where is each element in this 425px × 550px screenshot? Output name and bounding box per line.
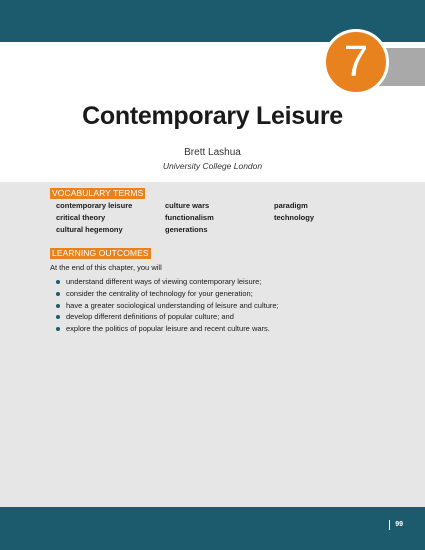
outcome-text: have a greater sociological understanding of leisure and culture;	[66, 300, 279, 310]
list-item	[56, 300, 279, 312]
vocab-term: contemporary leisure	[56, 201, 133, 210]
vocab-term: generations	[165, 225, 208, 234]
list-item	[56, 276, 279, 288]
vocab-term: paradigm	[274, 201, 308, 210]
list-item	[56, 323, 279, 335]
list-item	[56, 288, 279, 300]
page-number: 99	[395, 521, 403, 528]
vocab-term: cultural hegemony	[56, 225, 123, 234]
bullet-icon	[56, 280, 60, 284]
vocabulary-terms-heading: VOCABULARY TERMS	[52, 188, 144, 198]
vocab-term: critical theory	[56, 213, 106, 222]
bullet-icon	[56, 292, 60, 296]
outcome-text: explore the politics of popular leisure and recent culture wars.	[66, 324, 270, 334]
bullet-icon	[56, 327, 60, 331]
vocab-term: culture wars	[165, 201, 210, 210]
bullet-icon	[56, 304, 60, 308]
outcome-text: develop different definitions of popular culture; and	[66, 312, 234, 322]
author-affiliation: University College London	[162, 161, 263, 171]
outcome-text: consider the centrality of technology for your generation;	[66, 288, 253, 298]
chapter-title: Contemporary Leisure	[82, 102, 343, 130]
learning-outcomes-heading: LEARNING OUTCOMES	[52, 248, 149, 258]
outcome-text: understand different ways of viewing contemporary leisure;	[66, 277, 262, 286]
outcomes-intro: At the end of this chapter, you will	[50, 263, 162, 272]
vocab-term: technology	[274, 213, 315, 222]
page-number-separator	[389, 520, 390, 530]
learning-outcomes-list	[56, 276, 279, 335]
chapter-number-badge: 7	[323, 29, 389, 95]
author-name: Brett Lashua	[184, 147, 241, 158]
vocab-term: functionalism	[165, 213, 214, 222]
bottom-color-band	[0, 507, 425, 550]
bullet-icon	[56, 315, 60, 319]
list-item	[56, 311, 279, 323]
